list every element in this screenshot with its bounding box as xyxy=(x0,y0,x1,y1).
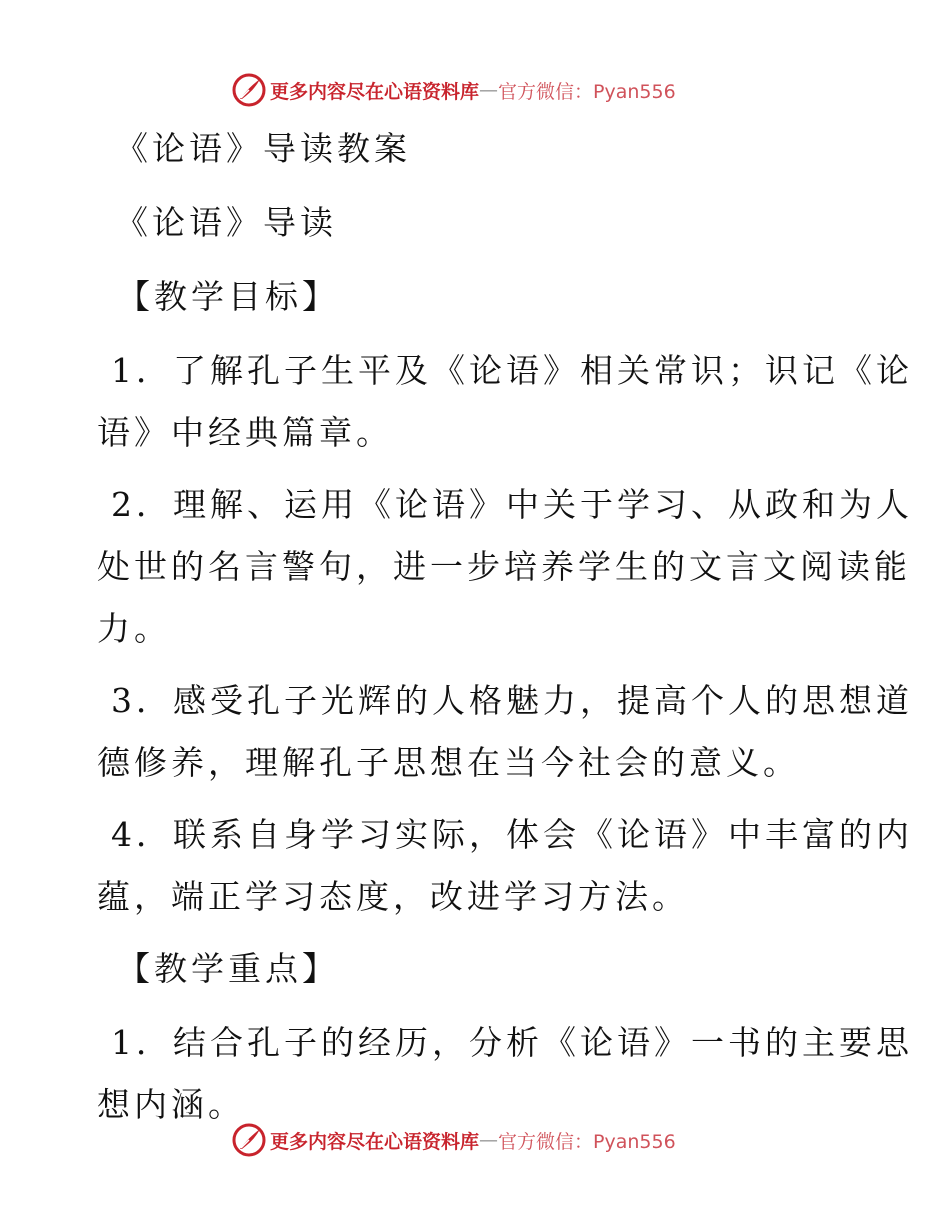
watermark-dash: — xyxy=(479,1129,499,1151)
objective-item-3: 3．感受孔子光辉的人格魅力，提高个人的思想道 德修养，理解孔子思想在当今社会的意义。 xyxy=(97,681,913,782)
watermark-dash: — xyxy=(479,79,499,101)
footer-watermark xyxy=(232,1122,676,1158)
objective-item-1: 1．了解孔子生平及《论语》相关常识；识记《论 语》中经典篇章。 xyxy=(97,351,913,452)
watermark-text: 更多内容尽在心语资料库 xyxy=(270,1130,480,1153)
document-title: 《论语》导读教案 xyxy=(115,129,411,168)
feather-pen-logo-icon xyxy=(232,1123,266,1157)
header-watermark xyxy=(232,72,676,108)
section-heading-key-points: 【教学重点】 xyxy=(117,949,339,988)
document-body xyxy=(97,118,913,1146)
objective-item-2: 2．理解、运用《论语》中关于学习、从政和为人 处世的名言警句，进一步培养学生的文言文阅读能 力。 xyxy=(97,485,913,648)
key-point-item-1: 1．结合孔子的经历，分析《论语》一书的主要思 想内涵。 xyxy=(97,1023,913,1124)
watermark-text: 更多内容尽在心语资料库 xyxy=(270,80,480,103)
watermark-contact: 官方微信：Pyan556 xyxy=(498,1130,676,1153)
document-subtitle: 《论语》导读 xyxy=(115,203,337,242)
objective-item-4: 4．联系自身学习实际，体会《论语》中丰富的内 蕴，端正学习态度，改进学习方法。 xyxy=(97,815,913,916)
feather-pen-logo-icon xyxy=(232,73,266,107)
watermark-contact: 官方微信：Pyan556 xyxy=(498,80,676,103)
section-heading-objectives: 【教学目标】 xyxy=(117,277,339,316)
